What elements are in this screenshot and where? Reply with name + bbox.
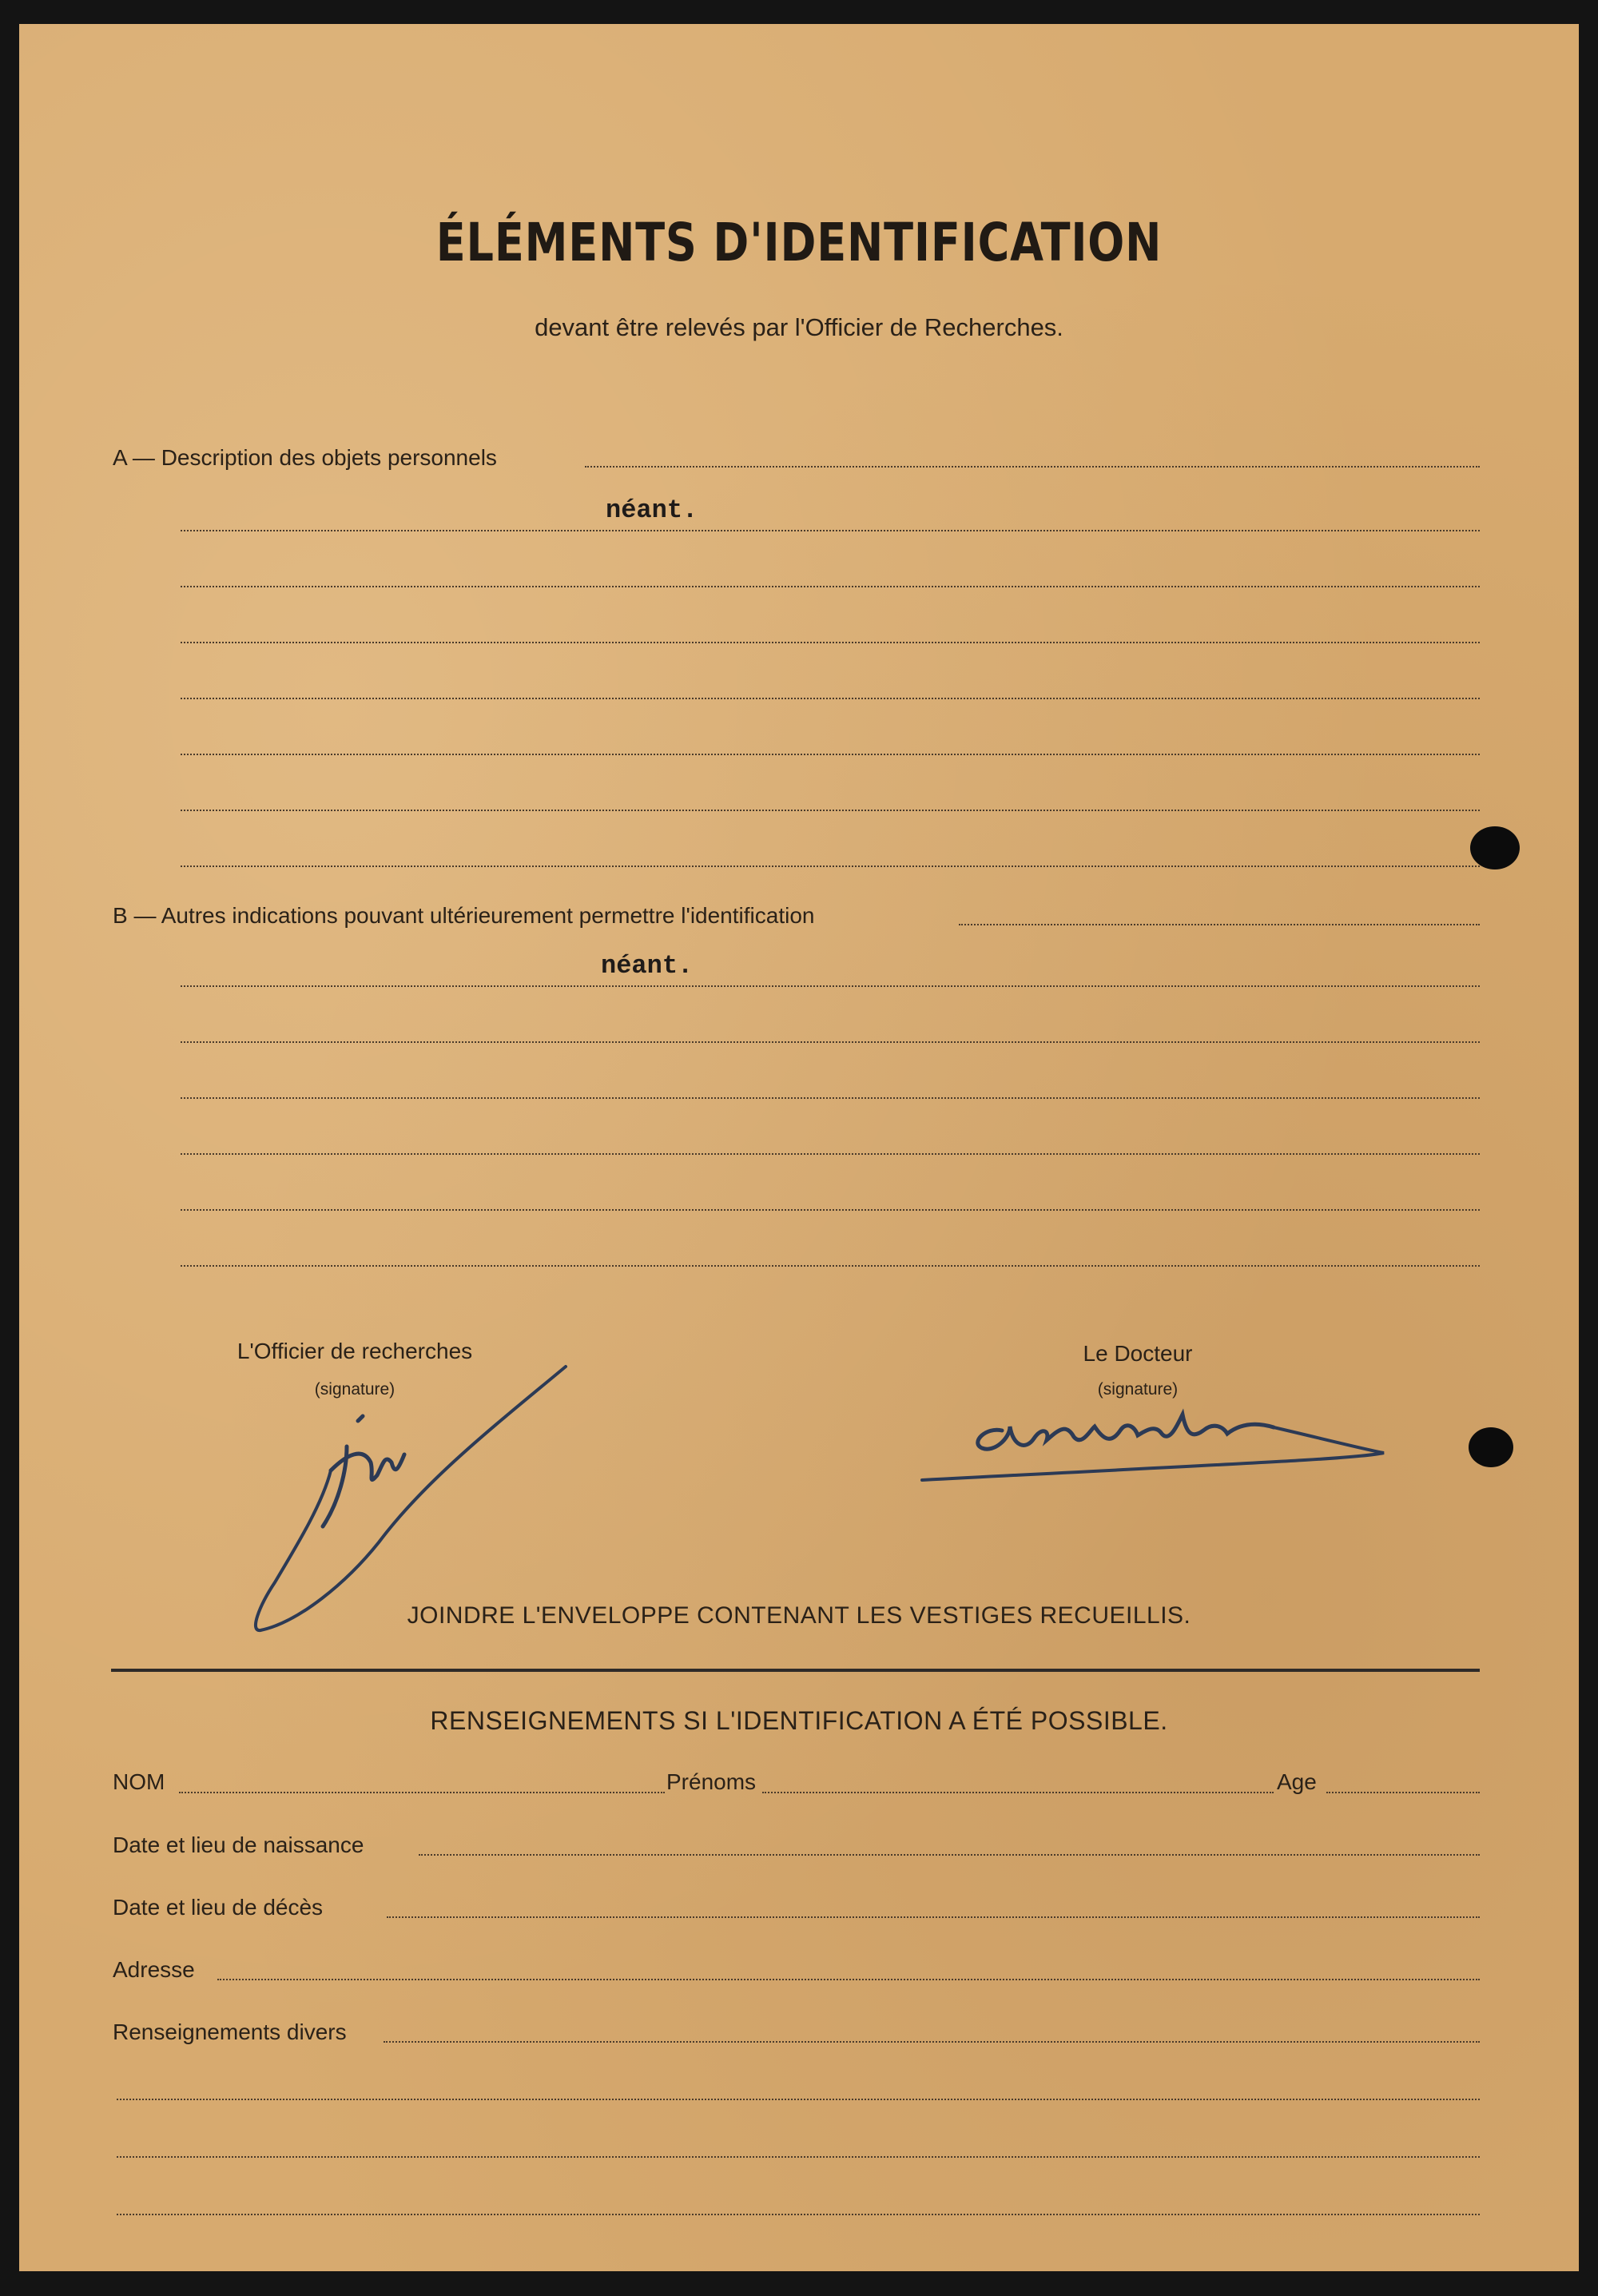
punch-hole-icon — [1469, 1427, 1513, 1467]
nom-label: NOM — [113, 1769, 165, 1794]
death-label: Date et lieu de décès — [113, 1895, 324, 1920]
section-a-line-4 — [181, 642, 1480, 643]
identification-heading: RENSEIGNEMENTS SI L'IDENTIFICATION A ÉTÉ POSSIBLE. — [430, 1706, 1168, 1735]
section-b-line-1 — [959, 924, 1480, 925]
death-field[interactable] — [387, 1916, 1480, 1918]
section-a-line-2 — [181, 530, 1480, 531]
birth-field[interactable] — [419, 1854, 1480, 1856]
section-b-line-5 — [181, 1153, 1480, 1155]
doctor-label: Le Docteur — [1083, 1341, 1193, 1366]
form-sheet — [19, 24, 1579, 2271]
section-a-line-6 — [181, 754, 1480, 755]
doctor-signature-icon — [906, 1383, 1401, 1494]
misc-field-line-1[interactable] — [384, 2041, 1480, 2043]
section-b-value: néant. — [601, 951, 694, 981]
section-b-line-4 — [181, 1097, 1480, 1099]
misc-label: Renseignements divers — [113, 2019, 347, 2044]
section-divider — [111, 1669, 1480, 1672]
address-label: Adresse — [113, 1957, 195, 1982]
misc-field-line-4[interactable] — [117, 2214, 1480, 2215]
age-label: Age — [1277, 1769, 1317, 1794]
section-a-line-7 — [181, 810, 1480, 811]
address-field[interactable] — [217, 1979, 1480, 1980]
nom-field[interactable] — [179, 1792, 665, 1793]
section-b-line-3 — [181, 1041, 1480, 1043]
section-a-line-3 — [181, 586, 1480, 587]
form-subtitle: devant être relevés par l'Officier de Recherches. — [535, 313, 1063, 341]
officer-label: L'Officier de recherches — [237, 1339, 473, 1363]
section-b-label: B — Autres indications pouvant ultérieurement permettre l'identification — [113, 903, 815, 928]
form-title: ÉLÉMENTS D'IDENTIFICATION — [435, 212, 1163, 273]
section-a-line-5 — [181, 698, 1480, 699]
misc-field-line-2[interactable] — [117, 2099, 1480, 2100]
section-b-line-7 — [181, 1265, 1480, 1267]
officer-signature-hint: (signature) — [314, 1380, 396, 1399]
doctor-signature-hint: (signature) — [1097, 1380, 1179, 1399]
section-a-line-1 — [585, 466, 1480, 468]
section-b-line-6 — [181, 1209, 1480, 1211]
section-a-label: A — Description des objets personnels — [113, 445, 497, 470]
punch-hole-icon — [1470, 826, 1520, 869]
birth-label: Date et lieu de naissance — [113, 1832, 364, 1857]
envelope-note: JOINDRE L'ENVELOPPE CONTENANT LES VESTIGES RECUEILLIS. — [407, 1602, 1191, 1629]
section-b-line-2 — [181, 985, 1480, 987]
prenoms-label: Prénoms — [666, 1769, 757, 1794]
section-a-value: néant. — [606, 495, 698, 525]
misc-field-line-3[interactable] — [117, 2156, 1480, 2158]
section-a-line-8 — [181, 865, 1480, 867]
age-field[interactable] — [1326, 1792, 1480, 1793]
prenoms-field[interactable] — [762, 1792, 1274, 1793]
